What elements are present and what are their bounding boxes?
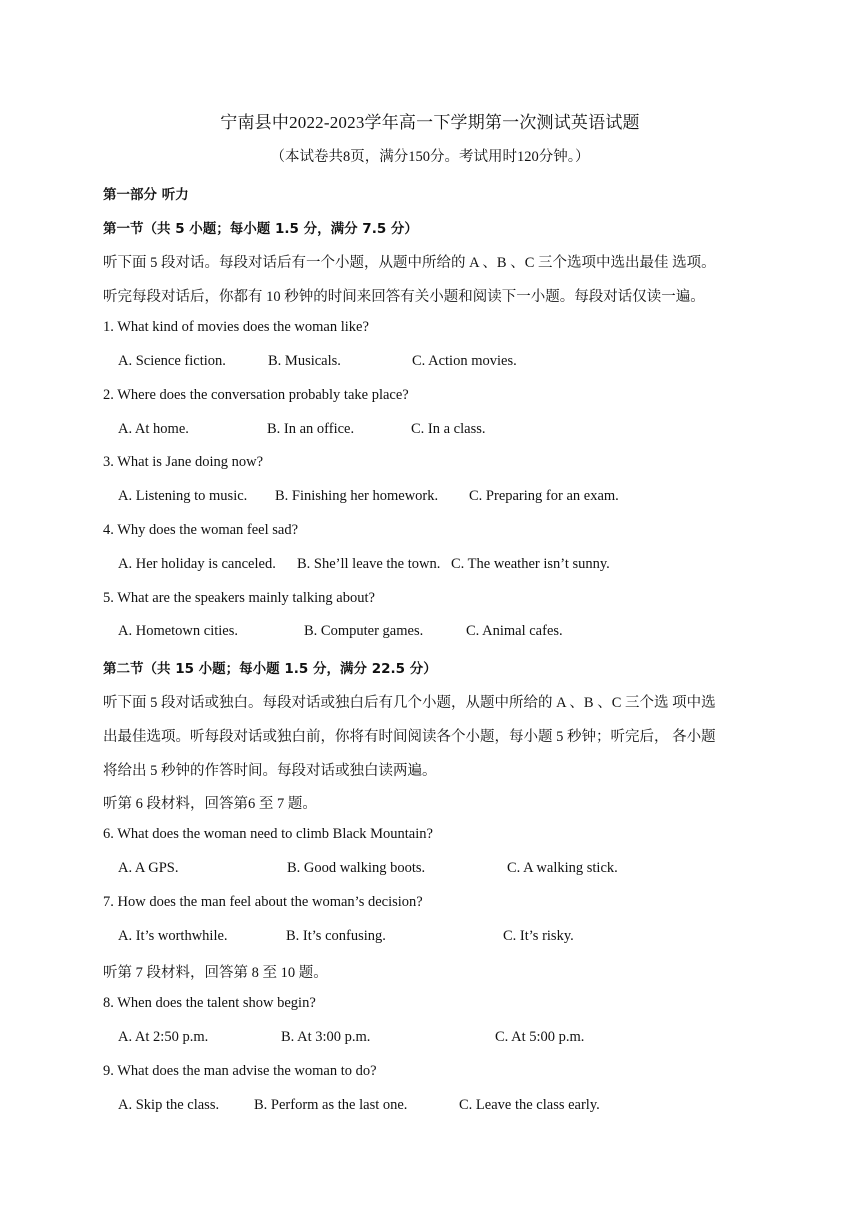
instruction-line: 出最佳选项。听每段对话或独白前，你将有时间阅读各个小题，每小题 5 秒钟；听完后， 各小题 bbox=[103, 729, 716, 745]
option-c: C. Leave the class early. bbox=[459, 1097, 600, 1113]
option-a: A. It’s worthwhile. bbox=[118, 928, 228, 944]
question-text: 1. What kind of movies does the woman like? bbox=[103, 319, 369, 335]
instruction-line: 听完每段对话后，你都有 10 秒钟的时间来回答有关小题和阅读下一小题。每段对话仅读一遍。 bbox=[103, 289, 705, 305]
instruction-line: 听下面 5 段对话。每段对话后有一个小题，从题中所给的 A 、B 、C 三个选项中选出最佳 选项。 bbox=[103, 255, 716, 271]
part-heading: 第一部分 听力 bbox=[103, 187, 189, 203]
material-note: 听第 6 段材料，回答第6 至 7 题。 bbox=[103, 796, 317, 812]
option-a: A. Her holiday is canceled. bbox=[118, 556, 276, 572]
option-c: C. Animal cafes. bbox=[466, 623, 563, 639]
instruction-line: 将给出 5 秒钟的作答时间。每段对话或独白读两遍。 bbox=[103, 763, 437, 779]
option-a: A. A GPS. bbox=[118, 860, 179, 876]
section-heading: 第二节（共 15 小题；每小题 1.5 分，满分 22.5 分） bbox=[103, 661, 437, 677]
question-text: 4. Why does the woman feel sad? bbox=[103, 522, 299, 538]
question-text: 9. What does the man advise the woman to do? bbox=[103, 1063, 377, 1079]
option-c: C. At 5:00 p.m. bbox=[495, 1029, 585, 1045]
option-b: B. Computer games. bbox=[304, 623, 424, 639]
option-a: A. At 2:50 p.m. bbox=[118, 1029, 209, 1045]
option-b: B. She’ll leave the town. bbox=[297, 556, 441, 572]
option-c: C. The weather isn’t sunny. bbox=[451, 556, 610, 572]
option-b: B. Good walking boots. bbox=[287, 860, 426, 876]
option-a: A. Hometown cities. bbox=[118, 623, 239, 639]
instruction-line: 听下面 5 段对话或独白。每段对话或独白后有几个小题，从题中所给的 A 、B 、C 三个选 项中选 bbox=[103, 695, 716, 711]
option-b: B. Musicals. bbox=[268, 353, 341, 369]
option-a: A. Science fiction. bbox=[118, 353, 226, 369]
option-b: B. Finishing her homework. bbox=[275, 488, 439, 504]
option-a: A. Skip the class. bbox=[118, 1097, 220, 1113]
option-c: C. It’s risky. bbox=[503, 928, 574, 944]
option-c: C. Preparing for an exam. bbox=[469, 488, 619, 504]
question-text: 3. What is Jane doing now? bbox=[103, 454, 264, 470]
question-text: 7. How does the man feel about the woman’s decision? bbox=[103, 894, 423, 910]
option-b: B. It’s confusing. bbox=[286, 928, 386, 944]
option-b: B. Perform as the last one. bbox=[254, 1097, 408, 1113]
option-c: C. A walking stick. bbox=[507, 860, 618, 876]
question-text: 2. Where does the conversation probably take place? bbox=[103, 387, 409, 403]
question-text: 8. When does the talent show begin? bbox=[103, 995, 316, 1011]
option-b: B. In an office. bbox=[267, 421, 355, 437]
exam-info: （本试卷共8页，满分150分。考试用时120分钟。） bbox=[270, 149, 590, 165]
option-c: C. In a class. bbox=[411, 421, 486, 437]
option-a: A. At home. bbox=[118, 421, 189, 437]
section-heading: 第一节（共 5 小题；每小题 1.5 分，满分 7.5 分） bbox=[103, 221, 418, 237]
question-text: 5. What are the speakers mainly talking about? bbox=[103, 590, 375, 606]
option-a: A. Listening to music. bbox=[118, 488, 248, 504]
material-note: 听第 7 段材料，回答第 8 至 10 题。 bbox=[103, 965, 328, 981]
question-text: 6. What does the woman need to climb Black Mountain? bbox=[103, 826, 433, 842]
page-title: 宁南县中2022-2023学年高一下学期第一次测试英语试题 bbox=[220, 113, 640, 132]
option-c: C. Action movies. bbox=[412, 353, 517, 369]
option-b: B. At 3:00 p.m. bbox=[281, 1029, 371, 1045]
